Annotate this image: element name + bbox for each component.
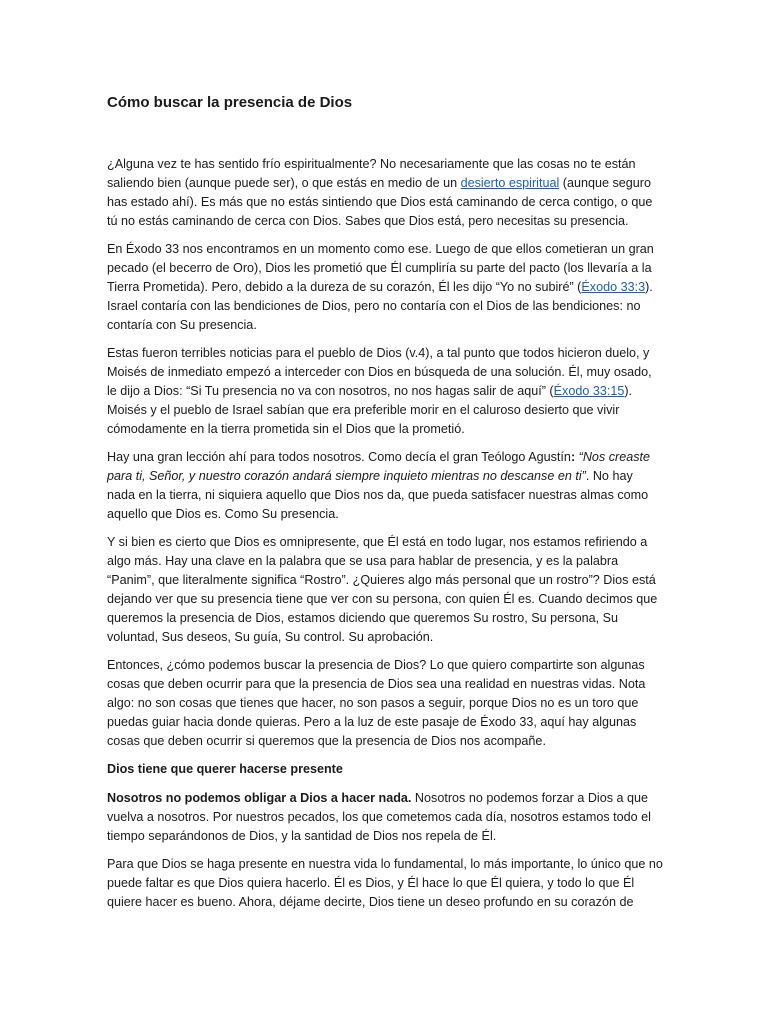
section-heading: Dios tiene que querer hacerse presente bbox=[107, 762, 343, 777]
page-title: Cómo buscar la presencia de Dios bbox=[107, 94, 353, 111]
paragraph-7: Nosotros no podemos obligar a Dios a hacer nada. Nosotros no podemos forzar a Dios a que vuelva a nosotros. Por nuestros pecados, los que cometemos cada día, nosotros estamos todo el tiempo separándonos de Dios, y la santidad de Dios nos repela de Él. bbox=[107, 790, 651, 843]
link-exodo-33-15[interactable]: Éxodo 33:15 bbox=[553, 383, 625, 398]
document-page bbox=[107, 93, 663, 921]
paragraph-8: Para que Dios se haga presente en nuestra vida lo fundamental, lo más importante, lo único que no puede faltar es que Dios quiera hacerlo. Él es Dios, y Él hace lo que Él quiera, y todo lo que Él quiere hacer es bueno. Ahora, déjame decirte, Dios tiene un deseo profundo en su corazón de bbox=[107, 856, 663, 909]
agustin-quote: “Nos creaste para ti, Señor, y nuestro corazón andará siempre inquieto mientras no descanse en ti” bbox=[107, 450, 651, 484]
link-exodo-33-3[interactable]: Éxodo 33:3 bbox=[581, 279, 646, 294]
paragraph-4: Hay una gran lección ahí para todos nosotros. Como decía el gran Teólogo Agustín: “Nos creaste para ti, Señor, y nuestro corazón andará siempre inquieto mientras no descanse en ti”. No hay nada en la tierra, ni siquiera aquello que Dios nos da, que pueda satisfacer nuestras almas como aquello que Dios es. Como Su presencia. bbox=[107, 450, 651, 521]
paragraph-1: ¿Alguna vez te has sentido frío espiritualmente? No necesariamente que las cosas no te están saliendo bien (aunque puede ser), o que estás en medio de un desierto espiritual (aunque seguro has estado ahí). Es más que no estás sintiendo que Dios está caminando de cerca contigo, o que tú no estás caminando de cerca con Dios. Sabes que Dios está, pero necesitas su presencia. bbox=[107, 157, 653, 228]
paragraph-3: Estas fueron terribles noticias para el pueblo de Dios (v.4), a tal punto que todos hicieron duelo, y Moisés de inmediato empezó a interceder con Dios en búsqueda de una solución. Él, muy osado, le dijo a Dios: “Si Tu presencia no va con nosotros, no nos hagas salir de aquí” (Éxodo 33:15). Moisés y el pueblo de Israel sabían que era preferible morir en el caluroso desierto que vivir cómodamente en la tierra prometida sin el Dios que la prometió. bbox=[107, 346, 652, 436]
paragraph-6: Entonces, ¿cómo podemos buscar la presencia de Dios? Lo que quiero compartirte son algunas cosas que deben ocurrir para que la presencia de Dios sea una realidad en nuestras vidas. Nota algo: no son cosas que tienes que hacer, no son pasos a seguir, porque Dios no es un toro que puedas guiar hacia donde quieras. Pero a la luz de este pasaje de Éxodo 33, aquí hay algunas cosas que deben ocurrir si queremos que la presencia de Dios nos acompañe. bbox=[107, 658, 646, 748]
link-desierto-espiritual[interactable]: desierto espiritual bbox=[460, 175, 560, 190]
paragraph-5: Y si bien es cierto que Dios es omnipresente, que Él está en todo lugar, nos estamos refiriendo a algo más. Hay una clave en la palabra que se usa para hablar de presencia, y es la palabra “Panim”, que literalmente significa “Rostro”. ¿Quieres algo más personal que un rostro”? Dios está dejando ver que su presencia tiene que ver con su persona, con quien Él es. Cuando decimos que queremos la presencia de Dios, estamos diciendo que queremos Su rostro, Su persona, Su voluntad, Sus deseos, Su guía, Su control. Su aprobación. bbox=[107, 535, 658, 644]
paragraph-2: En Éxodo 33 nos encontramos en un momento como ese. Luego de que ellos cometieran un gran pecado (el becerro de Oro), Dios les prometió que Él cumpliría su parte del pacto (los llevaría a la Tierra Prometida). Pero, debido a la dureza de su corazón, Él les dijo “Yo no subiré” (Éxodo 33:3). Israel contaría con las bendiciones de Dios, pero no contaría con el Dios de las bendiciones: no contaría con Su presencia. bbox=[107, 242, 654, 332]
